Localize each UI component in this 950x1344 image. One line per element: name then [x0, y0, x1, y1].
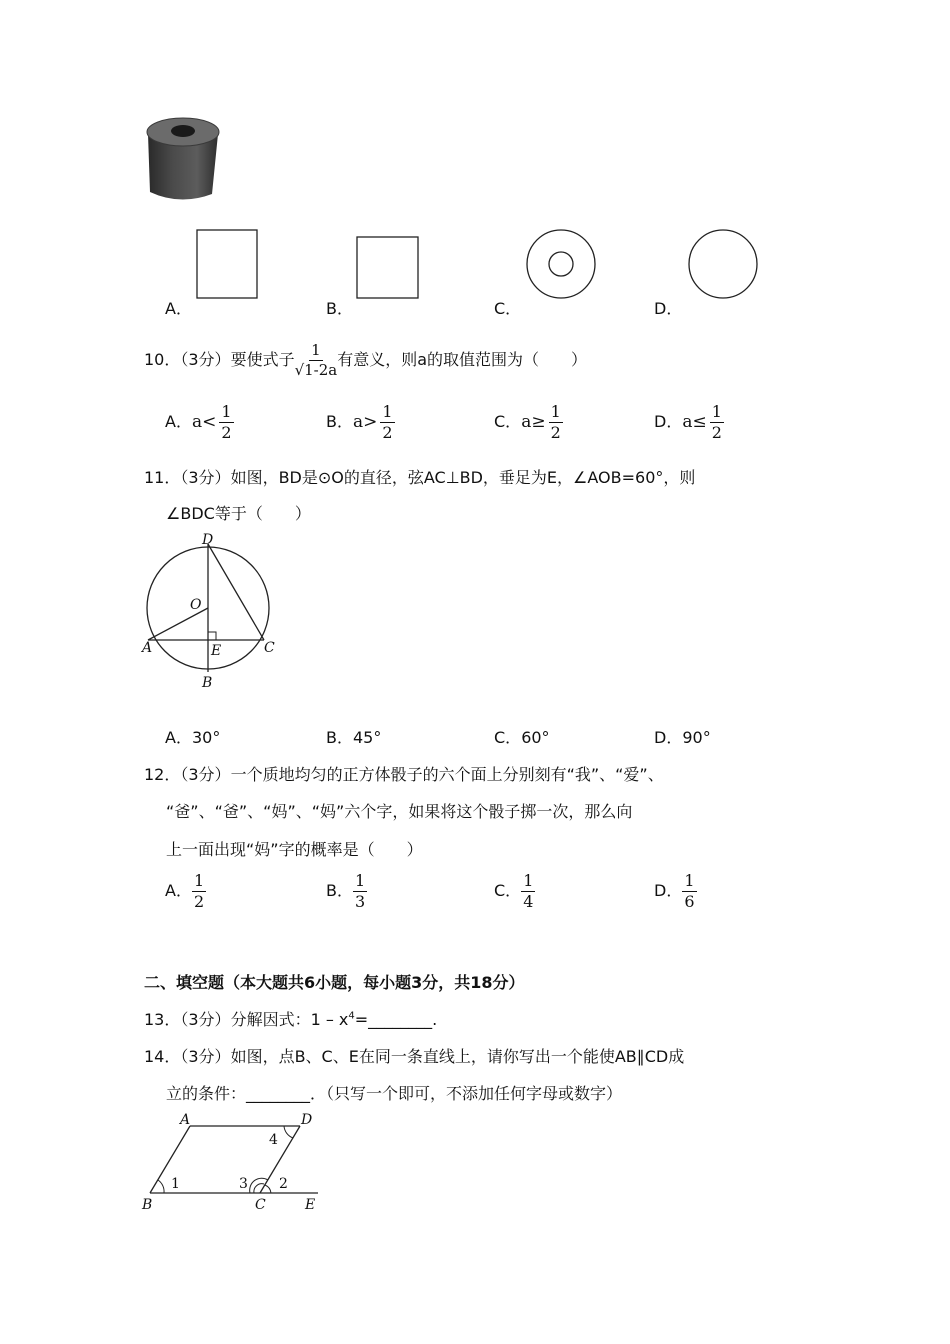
q14-stem-line1: 14．（3分）如图，点B、C、E在同一条直线上，请你写出一个能使AB∥CD成	[144, 1047, 685, 1066]
q10-score: （3分）	[180, 350, 231, 369]
q11-label-o: O	[190, 597, 202, 613]
q11-label-c: C	[264, 640, 275, 656]
q11-option-a[interactable]: A．30°	[165, 728, 221, 747]
q14-angle-3: 3	[239, 1176, 248, 1192]
q11-label-d: D	[202, 532, 214, 548]
q10-expression	[295, 343, 338, 378]
q12-option-b[interactable]: B． $\frac{1}{3}$	[326, 871, 366, 911]
q14-angle-1: 1	[171, 1176, 180, 1192]
q14-label-b: B	[142, 1197, 153, 1213]
q10-option-c[interactable]: C．a≥ $\frac{1}{2}$	[494, 402, 561, 442]
q10-option-b[interactable]: B．a> $\frac{1}{2}$	[326, 402, 393, 442]
q12-stem-line3: 上一面出现“妈”字的概率是（ ）	[166, 840, 423, 859]
q11-stem-line2: ∠BDC等于（ ）	[166, 504, 311, 523]
q10-number: 10．	[144, 350, 181, 369]
q10-option-a[interactable]: A．a< $\frac{1}{2}$	[165, 402, 232, 442]
q12-score: （3分）	[180, 765, 231, 784]
q12-stem-line2: “爸”、“爸”、“妈”、“妈”六个字，如果将这个骰子掷一次，那么向	[166, 802, 633, 821]
q11-option-c[interactable]: C．60°	[494, 728, 550, 747]
q14-label-e: E	[305, 1197, 316, 1213]
q11-circle-figure	[138, 530, 288, 692]
q9-option-c-figure	[525, 229, 599, 303]
q11-option-b[interactable]: B．45°	[326, 728, 382, 747]
q10-text-after: 有意义，则a的取值范围为（ ）	[337, 350, 588, 369]
q10-expression-denominator: √1-2a	[294, 361, 338, 379]
q10-stem	[144, 343, 587, 378]
q9-option-a[interactable]: A．	[165, 299, 192, 318]
q11-stem-line1: 11．（3分）如图，BD是⊙O的直径，弦AC⊥BD，垂足为E，∠AOB=60°，则	[144, 468, 696, 487]
q14-parallelogram-figure	[138, 1108, 328, 1214]
q11-label-e: E	[211, 643, 222, 659]
q12-number: 12．	[144, 765, 181, 784]
q12-option-a[interactable]: A． $\frac{1}{2}$	[165, 871, 205, 911]
q9-object-photo	[140, 112, 230, 204]
q12-stem-line1: 12．（3分）一个质地均匀的正方体骰子的六个面上分别刻有“我”、“爱”、	[144, 765, 664, 784]
q14-label-d: D	[301, 1112, 313, 1128]
q9-option-b[interactable]: B．	[326, 299, 353, 318]
q10-expression-numerator: 1	[311, 341, 321, 359]
q9-option-a-figure	[196, 229, 260, 301]
q14-stem-line2[interactable]: 立的条件：________．（只写一个即可，不添加任何字母或数字）	[166, 1084, 623, 1103]
q14-angle-2: 2	[279, 1176, 288, 1192]
q10-text-before: 要使式子	[230, 350, 295, 369]
q12-option-c[interactable]: C． $\frac{1}{4}$	[494, 871, 534, 911]
q11-option-d[interactable]: D．90°	[654, 728, 711, 747]
q9-option-c[interactable]: C．	[494, 299, 522, 318]
q11-number: 11．	[144, 468, 181, 487]
q9-option-d-figure	[686, 229, 760, 303]
q13-answer-blank[interactable]: =________.	[354, 1010, 438, 1029]
section2-title: 二、填空题（本大题共6小题，每小题3分，共18分）	[144, 973, 525, 992]
q14-label-c: C	[255, 1197, 266, 1213]
q11-score: （3分）	[180, 468, 231, 487]
q13-stem: 13．（3分）分解因式：$1 - x^4=\_\_\_\_\_\_\_\_$.	[144, 1010, 438, 1029]
q12-option-d[interactable]: D． $\frac{1}{6}$	[654, 871, 695, 911]
q11-label-a: A	[142, 640, 153, 656]
q10-option-d[interactable]: D．a≤ $\frac{1}{2}$	[654, 402, 722, 442]
q9-option-d[interactable]: D．	[654, 299, 683, 318]
q14-angle-4: 4	[269, 1132, 278, 1148]
q14-label-a: A	[180, 1112, 191, 1128]
q9-option-b-figure	[356, 236, 420, 300]
q11-label-b: B	[202, 675, 213, 691]
